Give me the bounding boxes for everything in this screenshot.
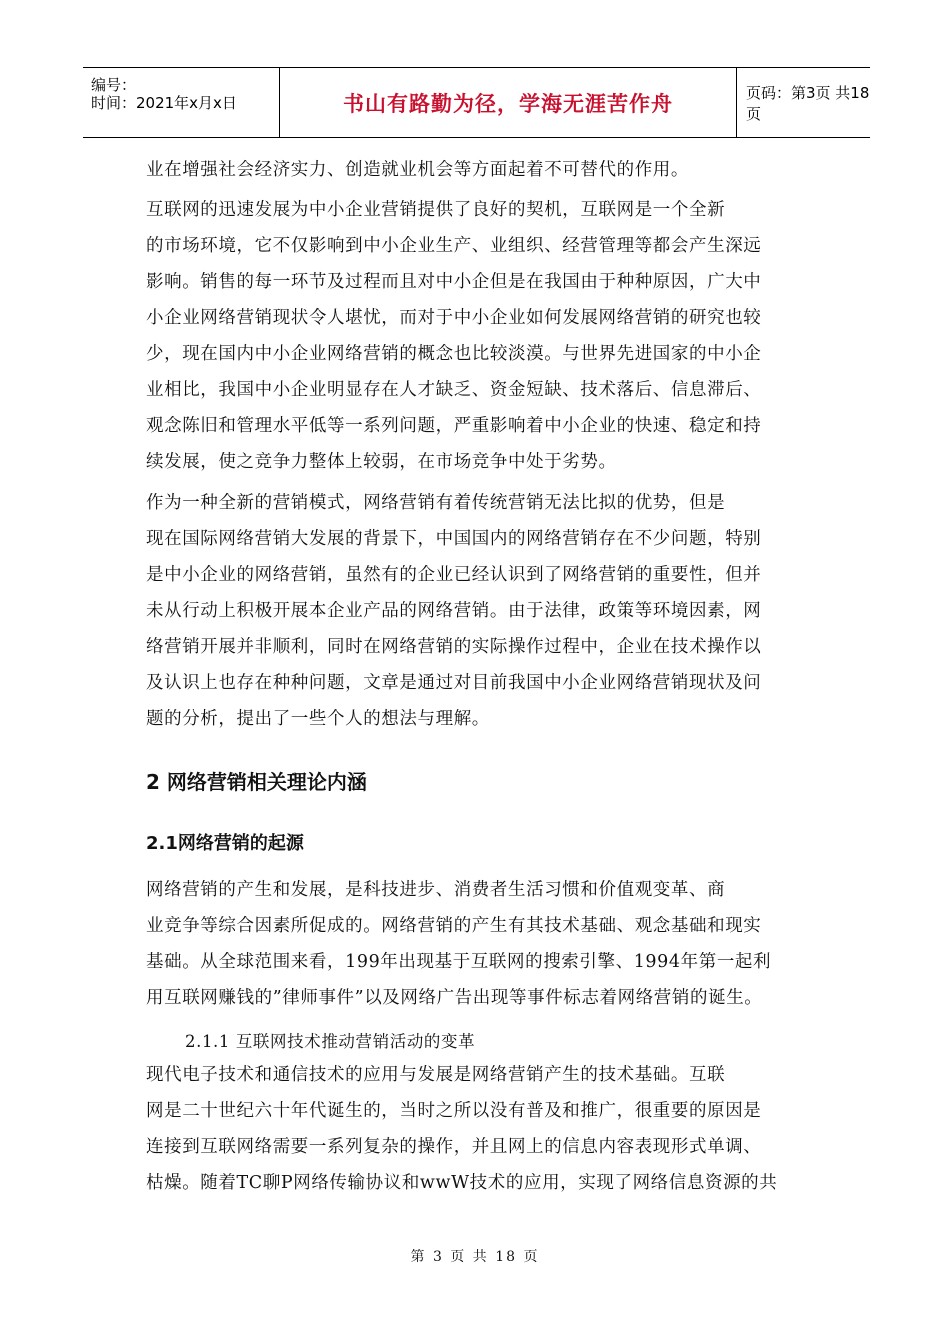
page-info: 页码：第3页 共18页 [746, 83, 870, 123]
text-line: 的市场环境，它不仅影响到中小企业生产、业组织、经营管理等都会产生深远 [146, 236, 762, 256]
page-footer: 第 3 页 共 18 页 [410, 1249, 540, 1265]
subsubsection-heading: 2.1.1 互联网技术推动营销活动的变革 [185, 1032, 476, 1051]
paragraph-3 [146, 485, 810, 737]
text-line: 续发展，使之竞争力整体上较弱，在市场竞争中处于劣势。 [146, 452, 617, 472]
text-line: 现代电子技术和通信技术的应用与发展是网络营销产生的技术基础。互联 [146, 1065, 726, 1085]
paragraph-1 [146, 152, 810, 188]
text-line: 及认识上也存在种种问题，文章是通过对目前我国中小企业网络营销现状及问 [146, 673, 762, 693]
text-line: 互联网的迅速发展为中小企业营销提供了良好的契机，互联网是一个全新 [146, 200, 726, 220]
header-table [83, 67, 870, 138]
text-line: 业竞争等综合因素所促成的。网络营销的产生有其技术基础、观念基础和现实 [146, 916, 762, 936]
text-line: 业在增强社会经济实力、创造就业机会等方面起着不可替代的作用。 [146, 160, 689, 180]
text-line: 用互联网赚钱的”律师事件”以及网络广告出现等事件标志着网络营销的诞生。 [146, 988, 763, 1008]
text-line: 未从行动上积极开展本企业产品的网络营销。由于法律，政策等环境因素，网 [146, 601, 762, 621]
text-line: 业相比，我国中小企业明显存在人才缺乏、资金短缺、技术落后、信息滞后、 [146, 380, 762, 400]
paragraph-2 [146, 192, 810, 480]
text-line: 影响。销售的每一环节及过程而且对中小企但是在我国由于种种原因，广大中 [146, 272, 762, 292]
doc-time: 时间：2021年x月x日 [91, 94, 237, 112]
text-line: 题的分析，提出了一些个人的想法与理解。 [146, 709, 490, 729]
text-line: 网络营销的产生和发展，是科技进步、消费者生活习惯和价值观变革、商 [146, 880, 726, 900]
motto: 书山有路勤为径，学海无涯苦作舟 [343, 91, 673, 116]
text-line: 是中小企业的网络营销，虽然有的企业已经认识到了网络营销的重要性，但并 [146, 565, 762, 585]
header-meta-cell [83, 68, 279, 137]
doc-number: 编号： [91, 76, 137, 94]
text-line: 观念陈旧和管理水平低等一系列问题，严重影响着中小企业的快速、稳定和持 [146, 416, 762, 436]
text-line: 网是二十世纪六十年代诞生的，当时之所以没有普及和推广，很重要的原因是 [146, 1101, 762, 1121]
text-line: 络营销开展并非顺利，同时在网络营销的实际操作过程中，企业在技术操作以 [146, 637, 762, 657]
text-line: 基础。从全球范围来看，199年出现基于互联网的搜索引擎、1994年第一起利 [146, 952, 772, 972]
paragraph-5 [146, 1057, 810, 1201]
text-line: 现在国际网络营销大发展的背景下，中国国内的网络营销存在不少问题，特别 [146, 529, 762, 549]
subsection-heading: 2.1网络营销的起源 [146, 833, 304, 854]
section-heading: 2 网络营销相关理论内涵 [146, 770, 367, 794]
text-line: 枯燥。随着TC聊P网络传输协议和wwW技术的应用，实现了网络信息资源的共 [146, 1173, 778, 1193]
text-line: 小企业网络营销现状令人堪忧，而对于中小企业如何发展网络营销的研究也较 [146, 308, 762, 328]
paragraph-4 [146, 872, 810, 1016]
header-page-cell [736, 68, 870, 137]
text-line: 少，现在国内中小企业网络营销的概念也比较淡漠。与世界先进国家的中小企 [146, 344, 762, 364]
header-motto-cell [279, 68, 737, 137]
text-line: 连接到互联网络需要一系列复杂的操作，并且网上的信息内容表现形式单调、 [146, 1137, 762, 1157]
text-line: 作为一种全新的营销模式，网络营销有着传统营销无法比拟的优势，但是 [146, 493, 726, 513]
